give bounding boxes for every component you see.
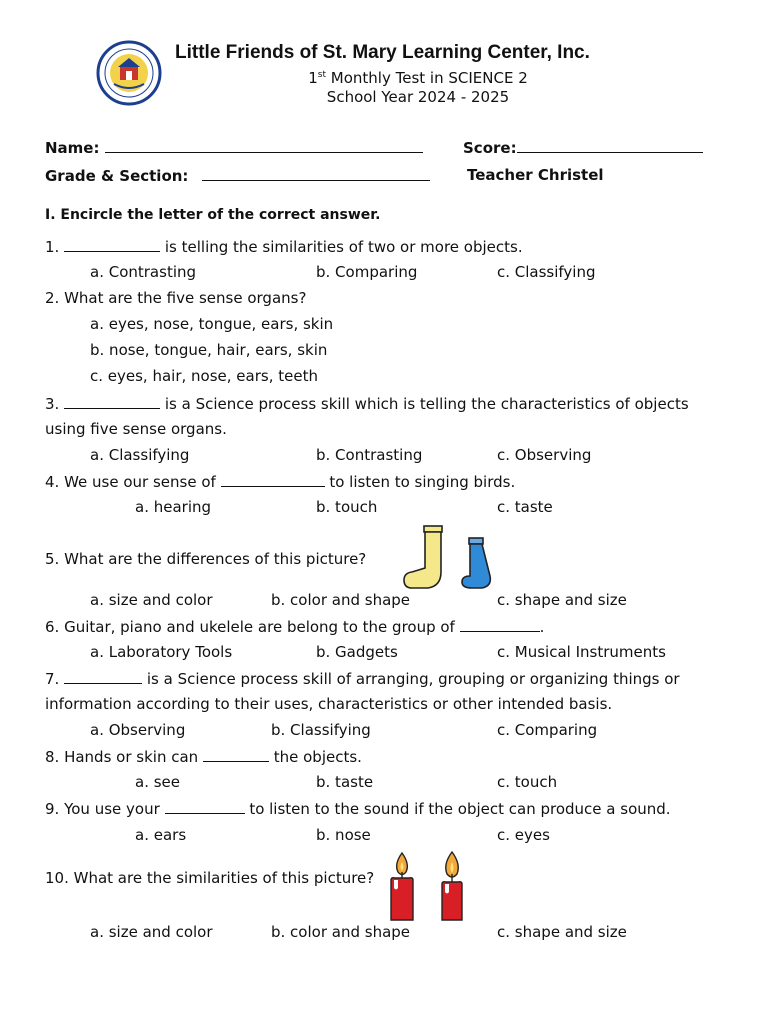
- question-3: 3. is a Science process skill which is telling the characteristics of objects: [45, 395, 689, 413]
- q2-option-b[interactable]: b. nose, tongue, hair, ears, skin: [90, 341, 328, 359]
- candles-picture: [386, 850, 472, 924]
- q8-option-c[interactable]: c. touch: [497, 773, 558, 791]
- q6-option-b[interactable]: b. Gadgets: [316, 643, 398, 661]
- q4-option-c[interactable]: c. taste: [497, 498, 553, 516]
- socks-picture: [400, 524, 496, 592]
- q8-option-b[interactable]: b. taste: [316, 773, 374, 791]
- q1-option-a[interactable]: a. Contrasting: [90, 263, 197, 281]
- q3-option-b[interactable]: b. Contrasting: [316, 446, 423, 464]
- q10-option-c[interactable]: c. shape and size: [497, 923, 627, 941]
- q5-option-b[interactable]: b. color and shape: [271, 591, 411, 609]
- q4-option-b[interactable]: b. touch: [316, 498, 378, 516]
- question-4: 4. We use our sense of to listen to singing birds.: [45, 473, 516, 491]
- question-1: 1. is telling the similarities of two or more objects.: [45, 238, 523, 256]
- q7-option-a[interactable]: a. Observing: [90, 721, 186, 739]
- question-5: 5. What are the differences of this picture?: [45, 550, 367, 568]
- score-field[interactable]: Score:: [463, 138, 703, 157]
- q10-option-a[interactable]: a. size and color: [90, 923, 213, 941]
- question-7-cont: information according to their uses, characteristics or other intended basis.: [45, 695, 613, 713]
- question-9: 9. You use your to listen to the sound if the object can produce a sound.: [45, 800, 671, 818]
- q2-option-a[interactable]: a. eyes, nose, tongue, ears, skin: [90, 315, 334, 333]
- q5-option-c[interactable]: c. shape and size: [497, 591, 627, 609]
- q3-option-c[interactable]: c. Observing: [497, 446, 592, 464]
- q9-option-c[interactable]: c. eyes: [497, 826, 550, 844]
- q8-option-a[interactable]: a. see: [135, 773, 180, 791]
- q7-option-b[interactable]: b. Classifying: [271, 721, 371, 739]
- question-6: 6. Guitar, piano and ukelele are belong to the group of .: [45, 618, 545, 636]
- q10-option-b[interactable]: b. color and shape: [271, 923, 411, 941]
- question-3-cont: using five sense organs.: [45, 420, 227, 438]
- q6-option-a[interactable]: a. Laboratory Tools: [90, 643, 233, 661]
- q2-option-c[interactable]: c. eyes, hair, nose, ears, teeth: [90, 367, 318, 385]
- q3-option-a[interactable]: a. Classifying: [90, 446, 190, 464]
- q1-option-c[interactable]: c. Classifying: [497, 263, 596, 281]
- q9-option-b[interactable]: b. nose: [316, 826, 371, 844]
- question-8: 8. Hands or skin can the objects.: [45, 748, 362, 766]
- section-title: I. Encircle the letter of the correct answer.: [45, 207, 381, 223]
- q9-option-a[interactable]: a. ears: [135, 826, 187, 844]
- q7-option-c[interactable]: c. Comparing: [497, 721, 598, 739]
- school-logo: [96, 40, 162, 106]
- grade-section-field[interactable]: Grade & Section:: [45, 166, 430, 185]
- school-name: Little Friends of St. Mary Learning Center, Inc.: [175, 42, 590, 63]
- name-field[interactable]: Name:: [45, 138, 423, 157]
- question-10: 10. What are the similarities of this picture?: [45, 869, 375, 887]
- q4-option-a[interactable]: a. hearing: [135, 498, 212, 516]
- q6-option-c[interactable]: c. Musical Instruments: [497, 643, 666, 661]
- question-7: 7. is a Science process skill of arranging, grouping or organizing things or: [45, 670, 680, 688]
- q1-option-b[interactable]: b. Comparing: [316, 263, 418, 281]
- school-year: School Year 2024 - 2025: [326, 88, 510, 106]
- teacher-name: Teacher Christel: [467, 166, 604, 184]
- test-title: 1st Monthly Test in SCIENCE 2: [308, 69, 528, 87]
- q5-option-a[interactable]: a. size and color: [90, 591, 213, 609]
- question-2: 2. What are the five sense organs?: [45, 289, 307, 307]
